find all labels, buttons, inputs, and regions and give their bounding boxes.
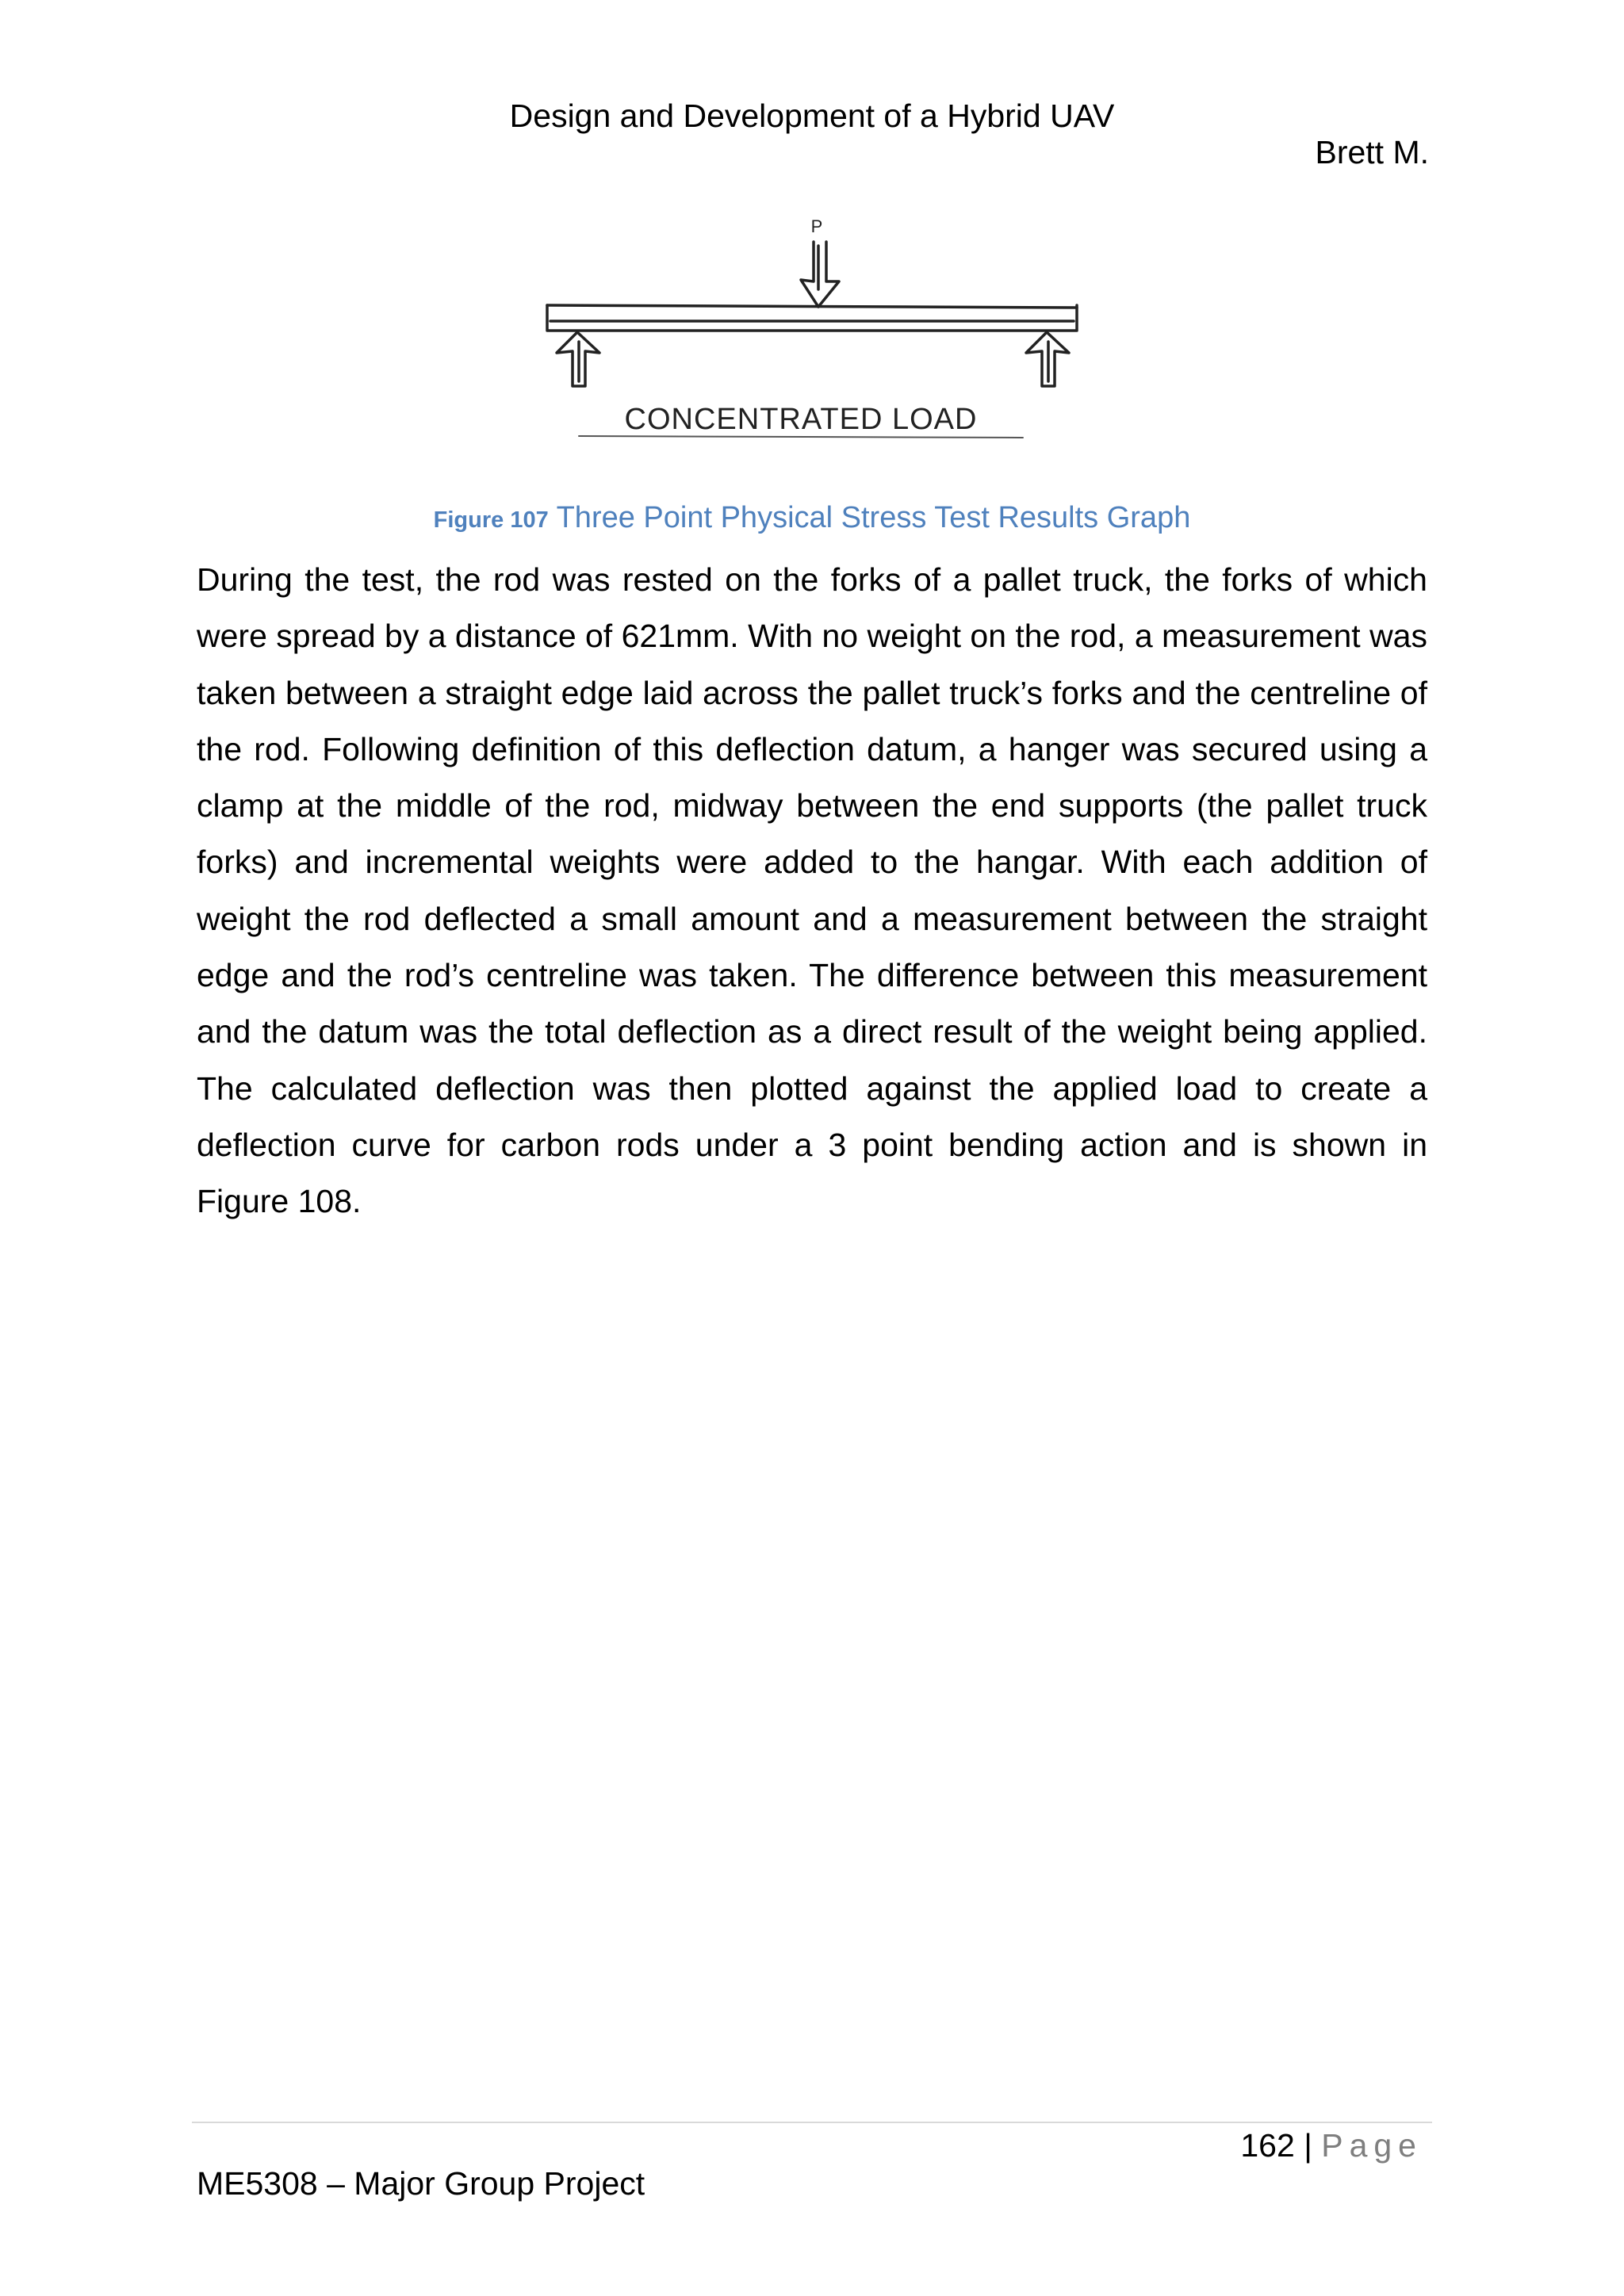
header-title: Design and Development of a Hybrid UAV	[509, 98, 1115, 134]
concentrated-load-diagram	[523, 202, 1102, 456]
load-label: P	[810, 216, 823, 236]
header-author: Brett M.	[1315, 134, 1429, 170]
figure-caption	[0, 496, 1624, 541]
page-number	[1240, 2123, 1423, 2168]
right-support-arrow-icon	[1026, 332, 1069, 386]
figure-caption-label: Figure 107	[433, 507, 549, 533]
left-support-arrow-icon	[557, 332, 599, 386]
page-number-value: 162	[1240, 2127, 1295, 2164]
page-number-separator: |	[1294, 2127, 1322, 2164]
figure-caption-text: Three Point Physical Stress Test Results Graph	[556, 501, 1191, 534]
body-paragraph: During the test, the rod was rested on the forks of a pallet truck, the forks of which were spread by a distance of 621mm. With no weight on the rod, a measurement was taken between a straight edge laid across the pallet truck’s forks and the centreline of the rod. Following definition of this deflection datum, a hanger was secured using a clamp at the middle of the rod, midway between the end supports (the pallet truck forks) and incremental weights were added to the hangar. With each addition of weight the rod deflected a small amount and a measurement between the straight edge and the rod’s centreline was taken. The difference between this measurement and the datum was the total deflection as a direct result of the weight being applied. The calculated deflection was then plotted against the applied load to create a deflection curve for carbon rods under a 3 point bending action and is shown in Figure 108.	[197, 561, 1427, 1220]
load-arrow-icon	[801, 242, 839, 307]
diagram-caption: CONCENTRATED LOAD	[624, 403, 978, 436]
page-word: Page	[1321, 2127, 1423, 2164]
beam-shape	[547, 305, 1077, 331]
footer-project: ME5308 – Major Group Project	[197, 2165, 645, 2202]
